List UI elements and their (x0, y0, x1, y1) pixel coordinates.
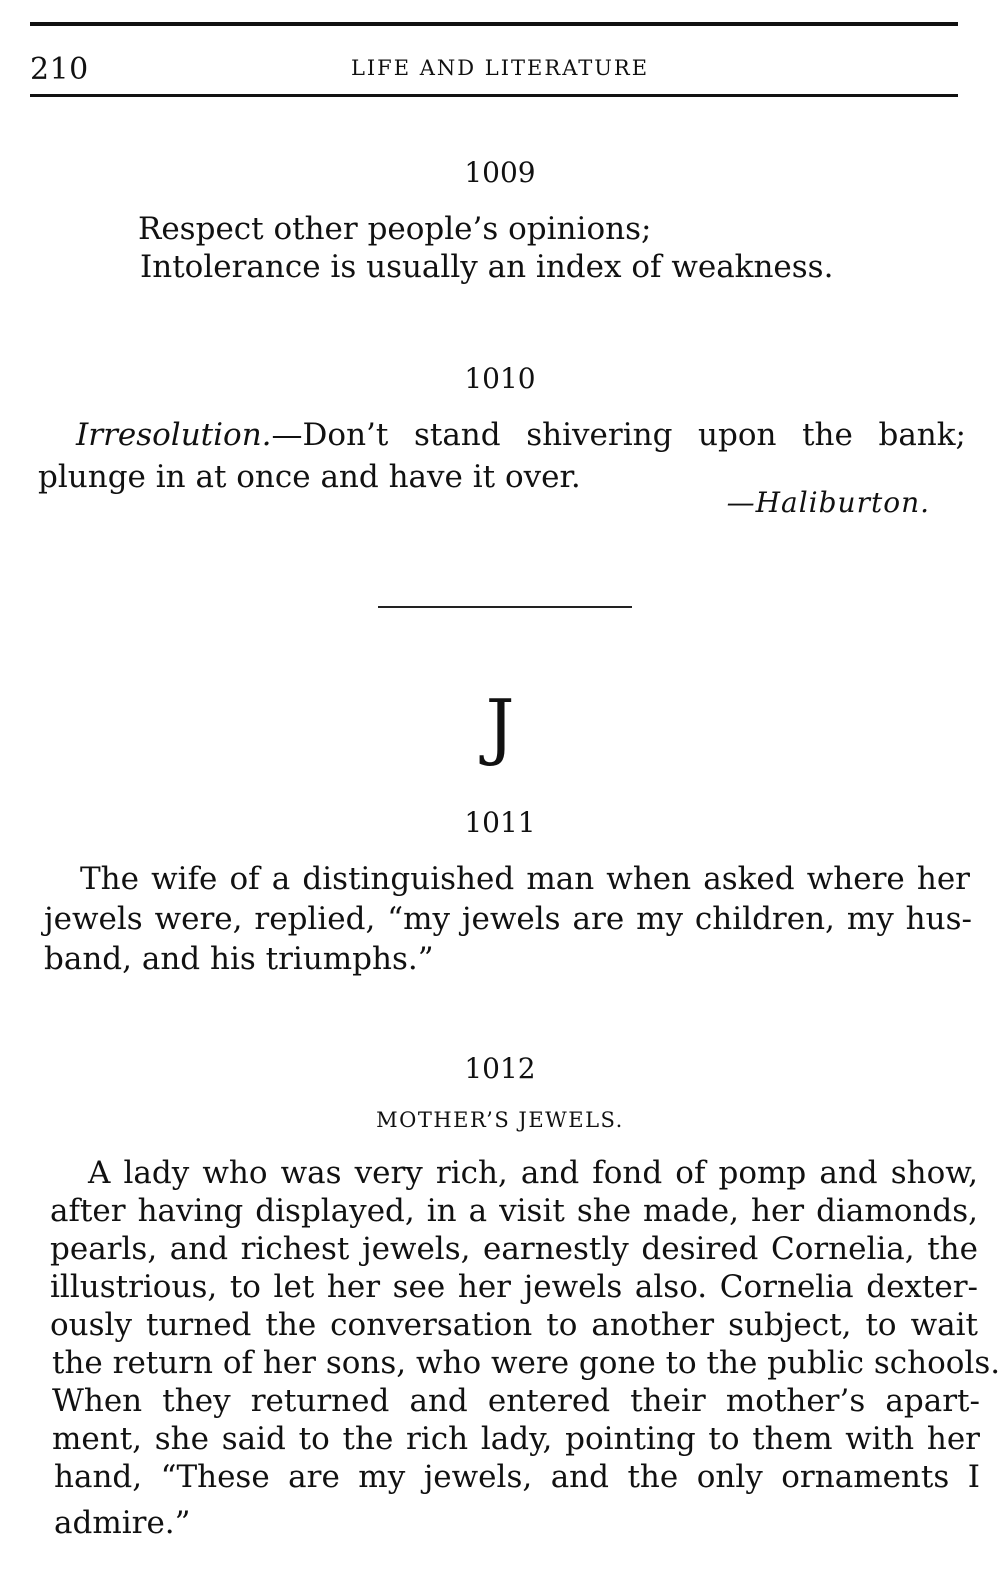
entry-1012-heading: MOTHER’S JEWELS. (376, 1108, 624, 1132)
page-number: 210 (30, 52, 89, 87)
entry-1012-line-3: pearls, and richest jewels, earnestly desired Cornelia, the (50, 1231, 978, 1267)
entry-1012-line-2: after having displayed, in a visit she made, her diamonds, (50, 1193, 978, 1229)
entry-1012-line-10: admire.” (54, 1505, 191, 1541)
entry-1012-line-9: hand, “These are my jewels, and the only ornaments I (54, 1459, 980, 1495)
entry-1010-line-1-rest: —Don’t stand shivering upon the bank; (271, 417, 966, 453)
entry-1010-line-1 (76, 417, 966, 453)
entry-1009-line-1: Respect other people’s opinions; (138, 211, 652, 247)
header-top-rule (30, 22, 958, 26)
entry-1009-line-2: Intolerance is usually an index of weakness. (140, 249, 834, 285)
entry-number-1011: 1011 (464, 806, 536, 839)
entry-number-1009: 1009 (464, 156, 536, 189)
running-title: LIFE AND LITERATURE (350, 56, 650, 80)
entry-1010-lead-term: Irresolution. (76, 417, 272, 453)
entry-1012-line-6: the return of her sons, who were gone to the public schools. (52, 1345, 1000, 1381)
entry-1010-attribution: —Haliburton. (726, 486, 930, 519)
entry-1011-line-1: The wife of a distinguished man when asked where her (80, 861, 970, 897)
entry-1011-line-2: jewels were, replied, “my jewels are my children, my hus- (44, 901, 972, 937)
section-letter: J (485, 684, 515, 768)
entry-1012-line-8: ment, she said to the rich lady, pointing to them with her (52, 1421, 980, 1457)
header-bottom-rule (30, 94, 958, 97)
entry-number-1012: 1012 (464, 1052, 536, 1085)
entry-1012-line-4: illustrious, to let her see her jewels also. Cornelia dexter- (50, 1269, 978, 1305)
entry-number-1010: 1010 (464, 362, 536, 395)
section-divider (378, 606, 632, 608)
entry-1011-line-3: band, and his triumphs.” (44, 941, 434, 977)
entry-1012-line-1: A lady who was very rich, and fond of pomp and show, (88, 1155, 978, 1191)
entry-1010-line-2: plunge in at once and have it over. (38, 459, 581, 495)
entry-1012-line-5: ously turned the conversation to another subject, to wait (50, 1307, 978, 1343)
entry-1012-line-7: When they returned and entered their mother’s apart- (52, 1383, 980, 1419)
